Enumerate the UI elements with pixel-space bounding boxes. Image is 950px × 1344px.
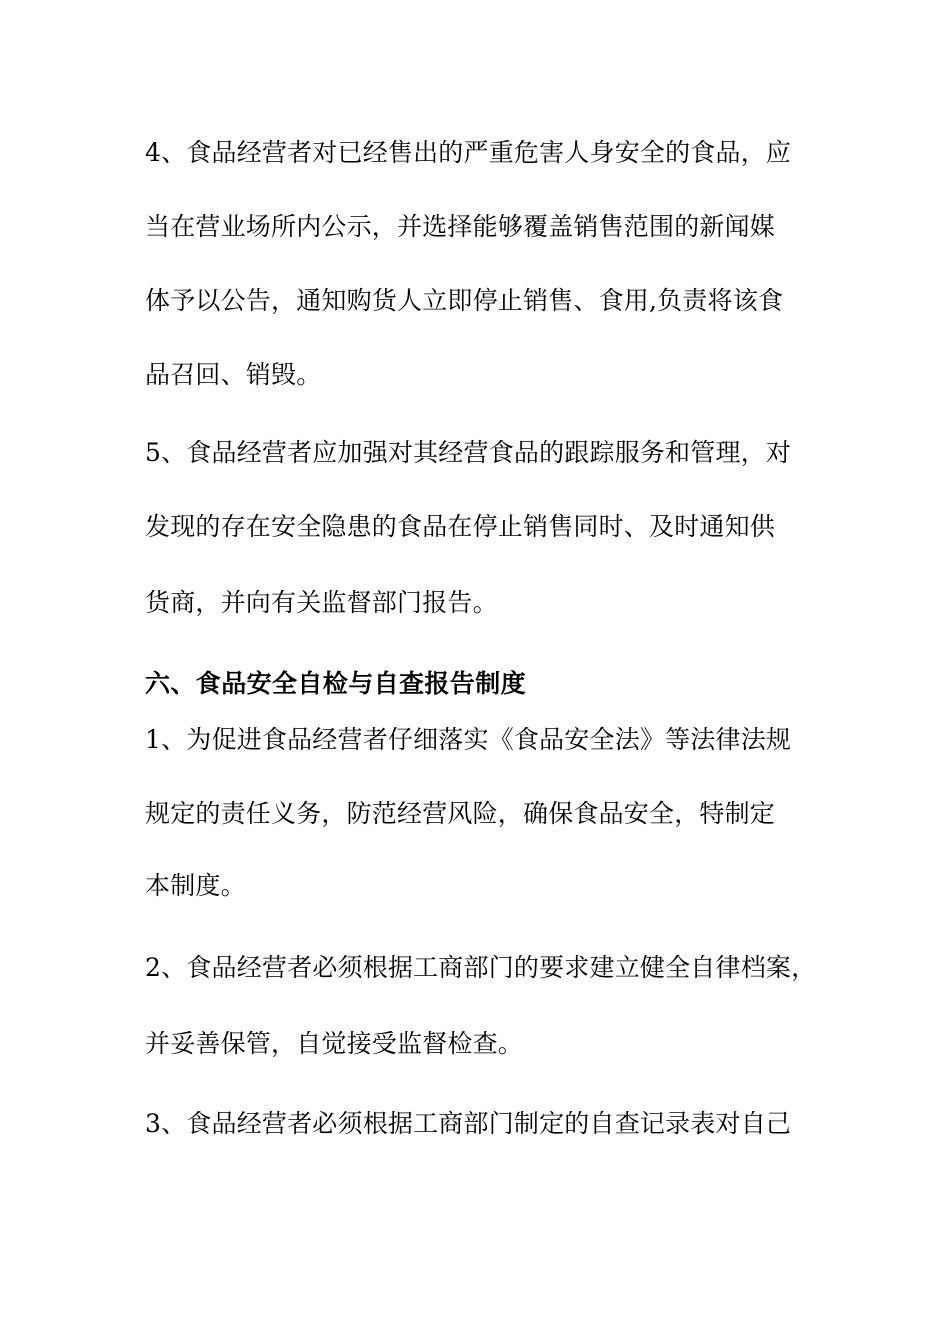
paragraph-line: 并妥善保管，自觉接受监督检查。 [145, 1029, 524, 1058]
paragraph-line: 当在营业场所内公示，并选择能够覆盖销售范围的新闻媒 [145, 212, 776, 241]
paragraph-line: 本制度。 [145, 871, 246, 900]
paragraph-line: 体予以公告，通知购货人立即停止销售、食用,负责将该食 [145, 286, 784, 315]
paragraph-line: 2、食品经营者必须根据工商部门的要求建立健全自律档案， [145, 953, 817, 982]
paragraph-line: 3、食品经营者必须根据工商部门制定的自查记录表对自己 [145, 1109, 792, 1138]
section-heading: 六、食品安全自检与自查报告制度 [145, 669, 527, 698]
paragraph-line: 4、食品经营者对已经售出的严重危害人身安全的食品，应 [145, 138, 792, 167]
paragraph-line: 5、食品经营者应加强对其经营食品的跟踪服务和管理，对 [145, 438, 792, 467]
paragraph-line: 规定的责任义务，防范经营风险，确保食品安全，特制定 [145, 799, 776, 828]
paragraph-line: 1、为促进食品经营者仔细落实《食品安全法》等法律法规 [145, 725, 792, 754]
paragraph-line: 品召回、销毁。 [145, 360, 322, 389]
paragraph-line: 发现的存在安全隐患的食品在停止销售同时、及时通知供 [145, 512, 776, 541]
paragraph-line: 货商，并向有关监督部门报告。 [145, 588, 498, 617]
